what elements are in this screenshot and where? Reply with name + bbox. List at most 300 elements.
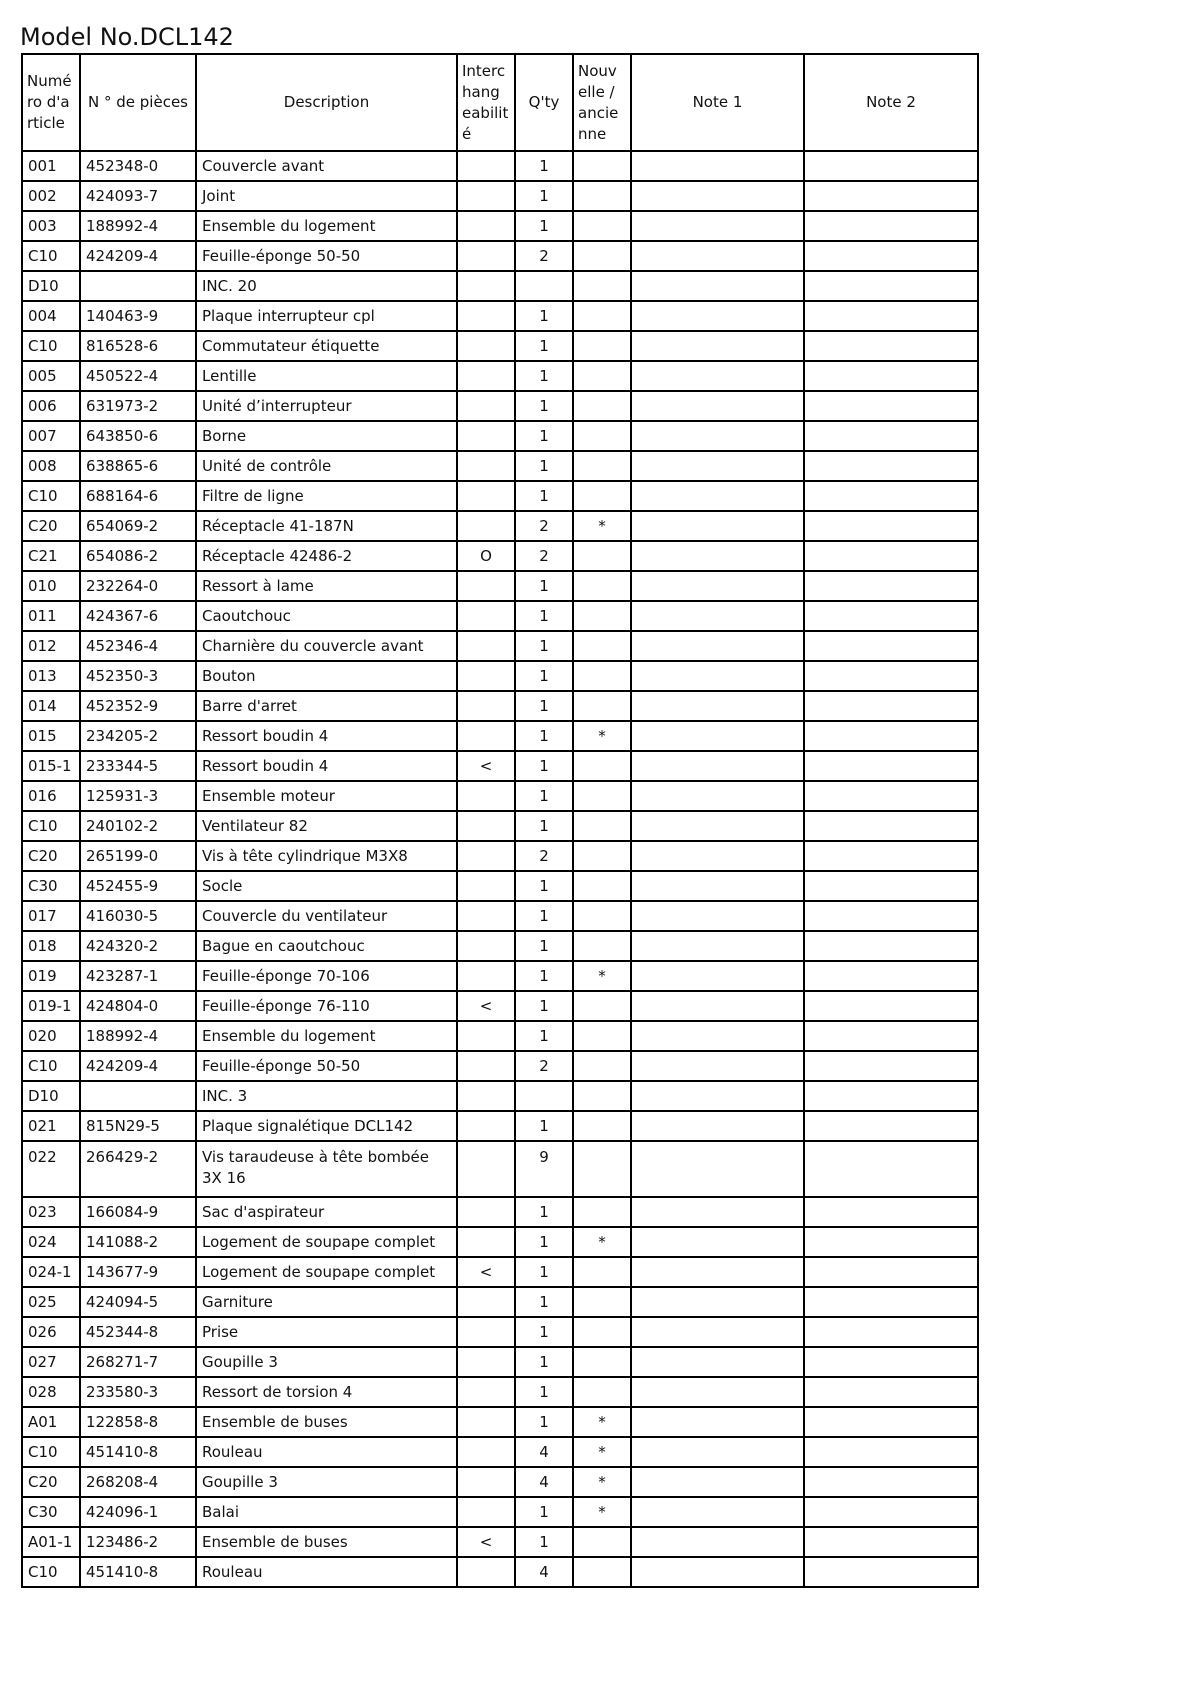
qty-cell: 1 <box>515 961 573 991</box>
part-no-cell: 424209-4 <box>80 241 196 271</box>
note-2-cell <box>804 1257 978 1287</box>
item-no-cell: D10 <box>22 271 80 301</box>
description-cell: Caoutchouc <box>196 601 457 631</box>
part-no-cell: 816528-6 <box>80 331 196 361</box>
new-old-cell <box>573 1257 631 1287</box>
note-1-cell <box>631 1051 804 1081</box>
part-no-cell: 140463-9 <box>80 301 196 331</box>
new-old-cell: * <box>573 721 631 751</box>
new-old-cell <box>573 1317 631 1347</box>
new-old-cell <box>573 1557 631 1587</box>
item-no-cell: 025 <box>22 1287 80 1317</box>
note-2-cell <box>804 1197 978 1227</box>
interchangeability-cell <box>457 301 515 331</box>
table-row <box>22 1317 978 1347</box>
description-cell: Ressort à lame <box>196 571 457 601</box>
note-1-cell <box>631 901 804 931</box>
new-old-cell <box>573 811 631 841</box>
description-cell: Vis taraudeuse à tête bombée 3X 16 <box>196 1141 457 1197</box>
description-cell: Bouton <box>196 661 457 691</box>
qty-cell: 1 <box>515 1527 573 1557</box>
table-row <box>22 721 978 751</box>
note-1-cell <box>631 691 804 721</box>
qty-cell: 1 <box>515 451 573 481</box>
interchangeability-cell <box>457 1287 515 1317</box>
note-2-cell <box>804 421 978 451</box>
part-no-cell: 266429-2 <box>80 1141 196 1197</box>
qty-cell <box>515 1081 573 1111</box>
description-cell: Garniture <box>196 1287 457 1317</box>
note-2-cell <box>804 661 978 691</box>
interchangeability-cell <box>457 1021 515 1051</box>
table-row <box>22 1227 978 1257</box>
interchangeability-cell <box>457 211 515 241</box>
interchangeability-cell <box>457 151 515 181</box>
description-cell: Ensemble moteur <box>196 781 457 811</box>
table-row <box>22 1437 978 1467</box>
new-old-cell <box>573 151 631 181</box>
interchangeability-cell: O <box>457 541 515 571</box>
description-cell: Balai <box>196 1497 457 1527</box>
note-2-cell <box>804 901 978 931</box>
interchangeability-cell <box>457 271 515 301</box>
qty-cell: 1 <box>515 721 573 751</box>
item-no-cell: C10 <box>22 481 80 511</box>
new-old-cell <box>573 901 631 931</box>
qty-cell: 1 <box>515 151 573 181</box>
item-no-cell: 013 <box>22 661 80 691</box>
item-no-cell: C21 <box>22 541 80 571</box>
new-old-cell <box>573 241 631 271</box>
part-no-cell <box>80 271 196 301</box>
description-cell: Barre d'arret <box>196 691 457 721</box>
interchangeability-cell: < <box>457 1527 515 1557</box>
qty-cell: 1 <box>515 991 573 1021</box>
part-no-cell: 452348-0 <box>80 151 196 181</box>
part-no-cell: 268208-4 <box>80 1467 196 1497</box>
new-old-cell <box>573 1377 631 1407</box>
qty-cell: 1 <box>515 1111 573 1141</box>
qty-cell: 1 <box>515 901 573 931</box>
description-cell: INC. 20 <box>196 271 457 301</box>
description-cell: Ensemble de buses <box>196 1527 457 1557</box>
interchangeability-cell: < <box>457 751 515 781</box>
note-2-cell <box>804 601 978 631</box>
description-cell: Lentille <box>196 361 457 391</box>
table-row <box>22 211 978 241</box>
interchangeability-cell <box>457 181 515 211</box>
item-no-cell: 020 <box>22 1021 80 1051</box>
note-2-cell <box>804 1081 978 1111</box>
item-no-cell: 002 <box>22 181 80 211</box>
part-no-cell: 122858-8 <box>80 1407 196 1437</box>
part-no-cell: 424804-0 <box>80 991 196 1021</box>
qty-cell: 1 <box>515 1257 573 1287</box>
column-header-part-no: N ° de pièces <box>80 54 196 151</box>
item-no-cell: 004 <box>22 301 80 331</box>
note-1-cell <box>631 1557 804 1587</box>
note-2-cell <box>804 151 978 181</box>
qty-cell: 1 <box>515 1377 573 1407</box>
qty-cell: 1 <box>515 1347 573 1377</box>
part-no-cell: 424096-1 <box>80 1497 196 1527</box>
interchangeability-cell <box>457 451 515 481</box>
qty-cell <box>515 271 573 301</box>
part-no-cell: 452455-9 <box>80 871 196 901</box>
item-no-cell: C10 <box>22 811 80 841</box>
table-row <box>22 181 978 211</box>
description-cell: Ventilateur 82 <box>196 811 457 841</box>
qty-cell: 1 <box>515 631 573 661</box>
new-old-cell <box>573 631 631 661</box>
table-row <box>22 1111 978 1141</box>
note-2-cell <box>804 511 978 541</box>
item-no-cell: 001 <box>22 151 80 181</box>
table-row <box>22 1407 978 1437</box>
note-1-cell <box>631 331 804 361</box>
note-1-cell <box>631 781 804 811</box>
part-no-cell: 268271-7 <box>80 1347 196 1377</box>
new-old-cell <box>573 541 631 571</box>
column-header-note-1: Note 1 <box>631 54 804 151</box>
item-no-cell: 023 <box>22 1197 80 1227</box>
part-no-cell: 631973-2 <box>80 391 196 421</box>
column-header-description: Description <box>196 54 457 151</box>
description-cell: Joint <box>196 181 457 211</box>
note-2-cell <box>804 1051 978 1081</box>
part-no-cell: 424209-4 <box>80 1051 196 1081</box>
note-1-cell <box>631 1021 804 1051</box>
description-cell: Commutateur étiquette <box>196 331 457 361</box>
note-1-cell <box>631 631 804 661</box>
note-2-cell <box>804 811 978 841</box>
note-2-cell <box>804 991 978 1021</box>
part-no-cell: 233344-5 <box>80 751 196 781</box>
description-cell: Goupille 3 <box>196 1467 457 1497</box>
description-cell: Bague en caoutchouc <box>196 931 457 961</box>
description-cell: Goupille 3 <box>196 1347 457 1377</box>
column-header-interchangeability: Interc hang eabilit é <box>457 54 515 151</box>
new-old-cell: * <box>573 1437 631 1467</box>
description-cell: Ressort boudin 4 <box>196 751 457 781</box>
qty-cell: 2 <box>515 841 573 871</box>
qty-cell: 1 <box>515 391 573 421</box>
qty-cell: 1 <box>515 751 573 781</box>
part-no-cell: 233580-3 <box>80 1377 196 1407</box>
description-cell: Filtre de ligne <box>196 481 457 511</box>
qty-cell: 4 <box>515 1437 573 1467</box>
new-old-cell <box>573 871 631 901</box>
item-no-cell: C10 <box>22 1051 80 1081</box>
qty-cell: 1 <box>515 1287 573 1317</box>
item-no-cell: C20 <box>22 511 80 541</box>
description-cell: Unité de contrôle <box>196 451 457 481</box>
item-no-cell: 024-1 <box>22 1257 80 1287</box>
new-old-cell <box>573 451 631 481</box>
qty-cell: 1 <box>515 1227 573 1257</box>
note-1-cell <box>631 421 804 451</box>
table-row <box>22 1497 978 1527</box>
note-2-cell <box>804 691 978 721</box>
column-header-item-no: Numé ro d'a rticle <box>22 54 80 151</box>
note-1-cell <box>631 511 804 541</box>
column-header-qty: Q'ty <box>515 54 573 151</box>
description-cell: Rouleau <box>196 1557 457 1587</box>
note-1-cell <box>631 1287 804 1317</box>
new-old-cell <box>573 991 631 1021</box>
note-2-cell <box>804 1407 978 1437</box>
part-no-cell: 416030-5 <box>80 901 196 931</box>
note-2-cell <box>804 631 978 661</box>
part-no-cell: 452352-9 <box>80 691 196 721</box>
new-old-cell <box>573 571 631 601</box>
new-old-cell <box>573 1287 631 1317</box>
description-cell: Ensemble du logement <box>196 1021 457 1051</box>
table-row <box>22 1197 978 1227</box>
interchangeability-cell <box>457 1081 515 1111</box>
table-row <box>22 1021 978 1051</box>
note-1-cell <box>631 1407 804 1437</box>
note-2-cell <box>804 1111 978 1141</box>
new-old-cell: * <box>573 1497 631 1527</box>
part-no-cell: 265199-0 <box>80 841 196 871</box>
interchangeability-cell <box>457 1437 515 1467</box>
table-row <box>22 1347 978 1377</box>
note-1-cell <box>631 601 804 631</box>
part-no-cell: 423287-1 <box>80 961 196 991</box>
note-2-cell <box>804 361 978 391</box>
qty-cell: 1 <box>515 1021 573 1051</box>
table-row <box>22 271 978 301</box>
note-1-cell <box>631 571 804 601</box>
table-row <box>22 1287 978 1317</box>
interchangeability-cell: < <box>457 1257 515 1287</box>
note-2-cell <box>804 751 978 781</box>
description-cell: INC. 3 <box>196 1081 457 1111</box>
interchangeability-cell <box>457 1467 515 1497</box>
part-no-cell: 188992-4 <box>80 211 196 241</box>
new-old-cell <box>573 301 631 331</box>
description-cell: Ensemble de buses <box>196 1407 457 1437</box>
table-row <box>22 331 978 361</box>
table-row <box>22 991 978 1021</box>
note-1-cell <box>631 811 804 841</box>
item-no-cell: 018 <box>22 931 80 961</box>
note-1-cell <box>631 931 804 961</box>
description-cell: Ensemble du logement <box>196 211 457 241</box>
note-2-cell <box>804 301 978 331</box>
new-old-cell <box>573 601 631 631</box>
qty-cell: 1 <box>515 181 573 211</box>
qty-cell: 1 <box>515 1497 573 1527</box>
note-2-cell <box>804 451 978 481</box>
item-no-cell: C20 <box>22 1467 80 1497</box>
note-1-cell <box>631 1497 804 1527</box>
interchangeability-cell <box>457 421 515 451</box>
item-no-cell: C10 <box>22 1557 80 1587</box>
part-no-cell: 234205-2 <box>80 721 196 751</box>
description-cell: Couvercle du ventilateur <box>196 901 457 931</box>
item-no-cell: C30 <box>22 1497 80 1527</box>
description-cell: Feuille-éponge 50-50 <box>196 241 457 271</box>
part-no-cell <box>80 1081 196 1111</box>
note-1-cell <box>631 1347 804 1377</box>
item-no-cell: 008 <box>22 451 80 481</box>
note-2-cell <box>804 871 978 901</box>
note-1-cell <box>631 871 804 901</box>
item-no-cell: 024 <box>22 1227 80 1257</box>
column-header-new-old: Nouv elle / ancie nne <box>573 54 631 151</box>
qty-cell: 1 <box>515 601 573 631</box>
qty-cell: 1 <box>515 301 573 331</box>
item-no-cell: A01 <box>22 1407 80 1437</box>
table-row <box>22 661 978 691</box>
new-old-cell <box>573 1141 631 1197</box>
note-1-cell <box>631 1111 804 1141</box>
new-old-cell <box>573 931 631 961</box>
interchangeability-cell <box>457 1141 515 1197</box>
description-cell: Réceptacle 42486-2 <box>196 541 457 571</box>
new-old-cell <box>573 1347 631 1377</box>
description-cell: Unité d’interrupteur <box>196 391 457 421</box>
new-old-cell <box>573 1021 631 1051</box>
note-1-cell <box>631 271 804 301</box>
item-no-cell: 005 <box>22 361 80 391</box>
description-cell: Logement de soupape complet <box>196 1257 457 1287</box>
item-no-cell: 014 <box>22 691 80 721</box>
note-1-cell <box>631 1197 804 1227</box>
description-cell: Socle <box>196 871 457 901</box>
item-no-cell: 027 <box>22 1347 80 1377</box>
table-row <box>22 1527 978 1557</box>
column-header-note-2: Note 2 <box>804 54 978 151</box>
interchangeability-cell <box>457 721 515 751</box>
table-row <box>22 841 978 871</box>
new-old-cell <box>573 181 631 211</box>
page-title: Model No.DCL142 <box>20 23 234 51</box>
note-1-cell <box>631 1081 804 1111</box>
interchangeability-cell <box>457 1497 515 1527</box>
interchangeability-cell <box>457 481 515 511</box>
interchangeability-cell <box>457 241 515 271</box>
item-no-cell: 015 <box>22 721 80 751</box>
note-2-cell <box>804 1347 978 1377</box>
note-2-cell <box>804 1467 978 1497</box>
note-1-cell <box>631 151 804 181</box>
note-1-cell <box>631 391 804 421</box>
table-row <box>22 421 978 451</box>
qty-cell: 2 <box>515 541 573 571</box>
part-no-cell: 143677-9 <box>80 1257 196 1287</box>
table-row <box>22 1141 978 1197</box>
item-no-cell: 017 <box>22 901 80 931</box>
item-no-cell: D10 <box>22 1081 80 1111</box>
note-2-cell <box>804 571 978 601</box>
note-2-cell <box>804 391 978 421</box>
interchangeability-cell <box>457 361 515 391</box>
note-2-cell <box>804 1317 978 1347</box>
interchangeability-cell <box>457 391 515 421</box>
item-no-cell: 006 <box>22 391 80 421</box>
note-1-cell <box>631 661 804 691</box>
interchangeability-cell <box>457 601 515 631</box>
new-old-cell <box>573 841 631 871</box>
description-cell: Rouleau <box>196 1437 457 1467</box>
interchangeability-cell <box>457 781 515 811</box>
interchangeability-cell <box>457 691 515 721</box>
qty-cell: 2 <box>515 241 573 271</box>
note-2-cell <box>804 1141 978 1197</box>
description-cell: Ressort boudin 4 <box>196 721 457 751</box>
description-cell: Borne <box>196 421 457 451</box>
interchangeability-cell <box>457 1557 515 1587</box>
new-old-cell <box>573 1111 631 1141</box>
description-cell: Ressort de torsion 4 <box>196 1377 457 1407</box>
interchangeability-cell <box>457 961 515 991</box>
interchangeability-cell <box>457 901 515 931</box>
note-2-cell <box>804 1437 978 1467</box>
table-row <box>22 241 978 271</box>
item-no-cell: 019 <box>22 961 80 991</box>
part-no-cell: 643850-6 <box>80 421 196 451</box>
item-no-cell: 022 <box>22 1141 80 1197</box>
new-old-cell <box>573 1197 631 1227</box>
table-row <box>22 601 978 631</box>
part-no-cell: 188992-4 <box>80 1021 196 1051</box>
note-2-cell <box>804 541 978 571</box>
description-cell: Couvercle avant <box>196 151 457 181</box>
interchangeability-cell <box>457 1227 515 1257</box>
description-cell: Feuille-éponge 50-50 <box>196 1051 457 1081</box>
interchangeability-cell <box>457 511 515 541</box>
new-old-cell <box>573 391 631 421</box>
note-1-cell <box>631 961 804 991</box>
item-no-cell: 012 <box>22 631 80 661</box>
new-old-cell <box>573 661 631 691</box>
table-row <box>22 631 978 661</box>
qty-cell: 1 <box>515 421 573 451</box>
qty-cell: 1 <box>515 811 573 841</box>
qty-cell: 1 <box>515 931 573 961</box>
note-1-cell <box>631 481 804 511</box>
note-2-cell <box>804 1497 978 1527</box>
part-no-cell: 815N29-5 <box>80 1111 196 1141</box>
table-row <box>22 901 978 931</box>
note-2-cell <box>804 1557 978 1587</box>
interchangeability-cell <box>457 931 515 961</box>
note-1-cell <box>631 361 804 391</box>
qty-cell: 1 <box>515 571 573 601</box>
note-1-cell <box>631 1437 804 1467</box>
item-no-cell: 011 <box>22 601 80 631</box>
part-no-cell: 424094-5 <box>80 1287 196 1317</box>
note-1-cell <box>631 721 804 751</box>
part-no-cell: 452346-4 <box>80 631 196 661</box>
part-no-cell: 450522-4 <box>80 361 196 391</box>
part-no-cell: 232264-0 <box>80 571 196 601</box>
new-old-cell <box>573 1081 631 1111</box>
part-no-cell: 424093-7 <box>80 181 196 211</box>
new-old-cell <box>573 1051 631 1081</box>
interchangeability-cell <box>457 1317 515 1347</box>
new-old-cell <box>573 781 631 811</box>
part-no-cell: 125931-3 <box>80 781 196 811</box>
interchangeability-cell: < <box>457 991 515 1021</box>
part-no-cell: 240102-2 <box>80 811 196 841</box>
table-row <box>22 1377 978 1407</box>
note-2-cell <box>804 481 978 511</box>
part-no-cell: 166084-9 <box>80 1197 196 1227</box>
